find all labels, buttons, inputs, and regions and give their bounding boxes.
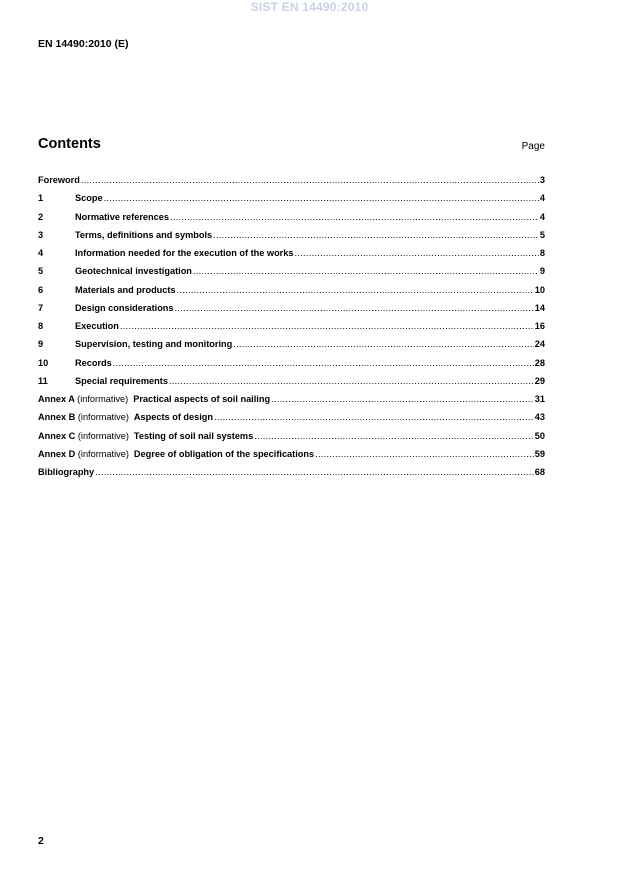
table-of-contents bbox=[38, 175, 545, 485]
toc-page: 10 bbox=[534, 284, 545, 295]
toc-title: Bibliography bbox=[38, 467, 95, 477]
toc-leader bbox=[315, 449, 534, 459]
toc-leader bbox=[120, 321, 534, 331]
toc-entry[interactable] bbox=[38, 303, 545, 321]
toc-annex-entry[interactable] bbox=[38, 394, 545, 412]
toc-annex-entry[interactable] bbox=[38, 431, 545, 449]
toc-number: 3 bbox=[38, 229, 44, 240]
toc-entry[interactable] bbox=[38, 230, 545, 248]
toc-number: 10 bbox=[38, 357, 49, 368]
toc-page: 59 bbox=[534, 448, 545, 459]
toc-page: 14 bbox=[534, 302, 545, 313]
toc-annex-entry[interactable] bbox=[38, 449, 545, 467]
annex-label: Annex A bbox=[38, 394, 75, 404]
document-id: EN 14490:2010 (E) bbox=[38, 38, 129, 50]
toc-entry[interactable] bbox=[38, 212, 545, 230]
toc-title: Aspects of design bbox=[133, 412, 214, 423]
toc-title: Special requirements bbox=[75, 375, 168, 386]
toc-number: 11 bbox=[38, 375, 48, 386]
toc-page: 43 bbox=[534, 412, 545, 423]
annex-designation bbox=[38, 412, 129, 422]
annex-type: (informative) bbox=[77, 430, 129, 441]
toc-entry[interactable] bbox=[38, 358, 545, 376]
toc-title: Supervision, testing and monitoring bbox=[75, 339, 233, 350]
toc-leader bbox=[175, 303, 534, 313]
toc-leader bbox=[104, 193, 539, 203]
annex-designation bbox=[38, 449, 129, 459]
toc-leader bbox=[213, 230, 539, 240]
toc-title: Execution bbox=[75, 321, 119, 331]
toc-entry[interactable] bbox=[38, 376, 545, 394]
toc-number: 6 bbox=[38, 284, 44, 295]
toc-number: 5 bbox=[38, 266, 44, 277]
toc-page: 8 bbox=[539, 248, 545, 258]
toc-number: 9 bbox=[38, 339, 44, 350]
toc-page: 16 bbox=[534, 321, 545, 331]
toc-entry-bibliography[interactable] bbox=[38, 467, 545, 485]
toc-leader bbox=[193, 266, 539, 276]
toc-page: 50 bbox=[534, 430, 545, 441]
toc-page: 5 bbox=[539, 229, 545, 240]
toc-entry[interactable] bbox=[38, 339, 545, 357]
annex-label: Annex C bbox=[38, 430, 76, 441]
contents-heading: Contents bbox=[38, 136, 101, 152]
toc-entry-foreword[interactable] bbox=[38, 175, 545, 193]
toc-entry[interactable] bbox=[38, 266, 545, 284]
watermark: SIST EN 14490:2010 bbox=[250, 0, 369, 14]
toc-annex-entry[interactable] bbox=[38, 412, 545, 430]
toc-leader bbox=[113, 358, 534, 368]
annex-type: (informative) bbox=[77, 448, 129, 459]
toc-page: 4 bbox=[539, 193, 545, 204]
toc-leader bbox=[271, 394, 534, 404]
toc-title: Materials and products bbox=[75, 284, 176, 295]
toc-page: 24 bbox=[534, 339, 545, 350]
toc-number: 1 bbox=[38, 193, 44, 204]
toc-leader bbox=[254, 431, 534, 441]
toc-title: Testing of soil nail systems bbox=[133, 430, 254, 441]
annex-designation bbox=[38, 394, 128, 404]
toc-number: 8 bbox=[38, 321, 44, 331]
page-column-label: Page bbox=[521, 141, 545, 152]
toc-page: 68 bbox=[534, 467, 545, 477]
toc-title: Design considerations bbox=[75, 302, 174, 313]
toc-page: 28 bbox=[534, 357, 545, 368]
toc-leader bbox=[177, 285, 534, 295]
toc-title: Normative references bbox=[75, 211, 169, 222]
toc-number: 2 bbox=[38, 211, 44, 222]
toc-leader bbox=[214, 412, 534, 422]
toc-leader bbox=[294, 248, 538, 258]
toc-title: Degree of obligation of the specifications bbox=[133, 448, 315, 459]
annex-label: Annex D bbox=[38, 448, 76, 459]
annex-type: (informative) bbox=[77, 412, 129, 423]
toc-leader bbox=[95, 467, 534, 477]
toc-entry[interactable] bbox=[38, 248, 545, 266]
toc-page: 29 bbox=[534, 375, 545, 386]
toc-leader bbox=[81, 175, 539, 185]
annex-label: Annex B bbox=[38, 412, 76, 423]
toc-entry[interactable] bbox=[38, 285, 545, 303]
page-number: 2 bbox=[38, 835, 44, 847]
annex-type: (informative) bbox=[77, 394, 129, 404]
toc-leader bbox=[170, 212, 539, 222]
toc-title: Practical aspects of soil nailing bbox=[133, 394, 271, 404]
toc-title: Information needed for the execution of the works bbox=[75, 248, 294, 258]
toc-entry[interactable] bbox=[38, 193, 545, 211]
toc-title: Scope bbox=[75, 193, 103, 204]
toc-number: 4 bbox=[38, 248, 44, 258]
toc-title: Foreword bbox=[38, 175, 80, 185]
toc-number: 7 bbox=[38, 302, 44, 313]
toc-page: 4 bbox=[539, 211, 545, 222]
toc-page: 31 bbox=[534, 394, 545, 404]
toc-page: 9 bbox=[539, 266, 545, 277]
toc-title: Records bbox=[75, 357, 112, 368]
toc-title: Terms, definitions and symbols bbox=[75, 229, 213, 240]
toc-leader bbox=[169, 376, 534, 386]
toc-leader bbox=[233, 339, 534, 349]
toc-page: 3 bbox=[539, 175, 545, 185]
toc-title: Geotechnical investigation bbox=[75, 266, 192, 277]
toc-entry[interactable] bbox=[38, 321, 545, 339]
annex-designation bbox=[38, 431, 129, 441]
